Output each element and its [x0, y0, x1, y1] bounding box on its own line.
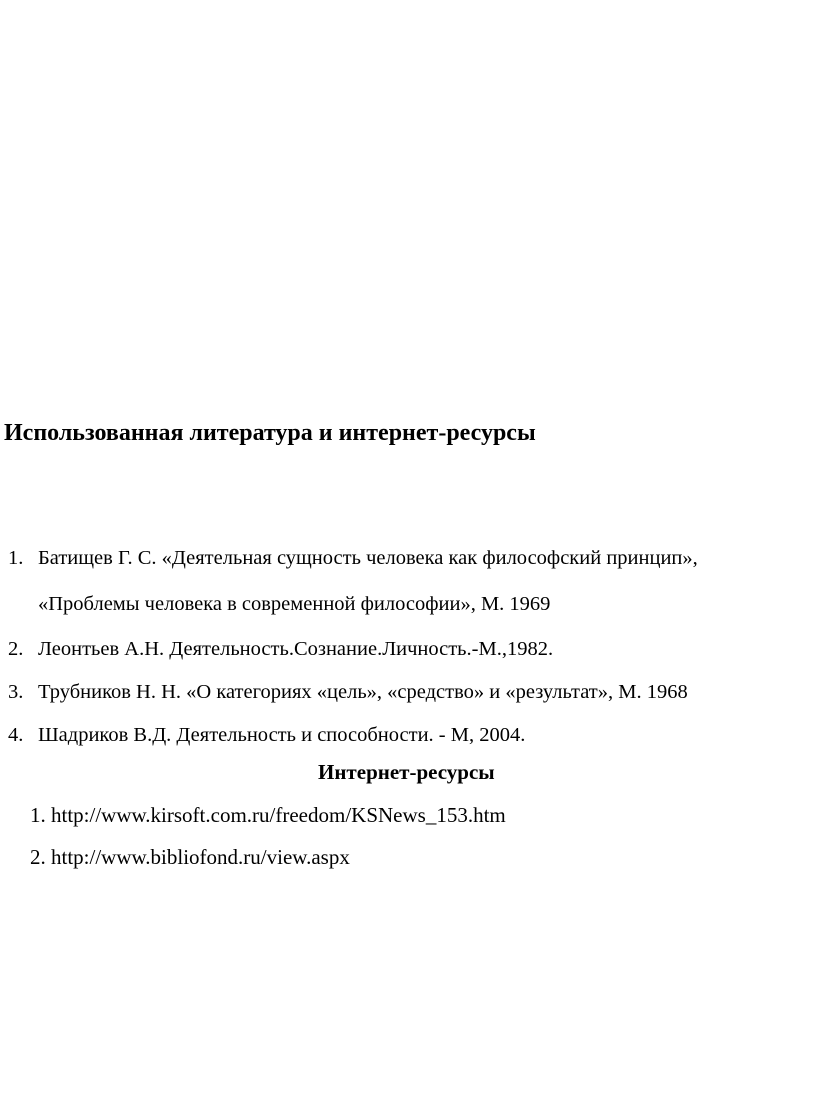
page-title: Использованная литература и интернет-ресурсы — [4, 420, 536, 446]
reference-number: 1. — [8, 547, 24, 569]
reference-text: «Проблемы человека в современной философии», М. 1969 — [38, 593, 551, 615]
reference-number: 4. — [8, 724, 24, 746]
reference-text: Леонтьев А.Н. Деятельность.Сознание.Личность.-М.,1982. — [38, 638, 554, 660]
reference-number: 2. — [8, 638, 24, 660]
reference-text: Батищев Г. С. «Деятельная сущность человека как философский принцип», — [38, 547, 698, 569]
internet-resource-link-2[interactable]: 2. http://www.bibliofond.ru/view.aspx — [30, 845, 350, 869]
reference-text: Шадриков В.Д. Деятельность и способности. - М, 2004. — [38, 724, 526, 746]
reference-number: 3. — [8, 681, 24, 703]
reference-text: Трубников Н. Н. «О категориях «цель», «средство» и «результат», М. 1968 — [38, 681, 688, 703]
internet-resources-heading: Интернет-ресурсы — [318, 760, 495, 784]
internet-resource-link-1[interactable]: 1. http://www.kirsoft.com.ru/freedom/KSNews_153.htm — [30, 803, 506, 827]
